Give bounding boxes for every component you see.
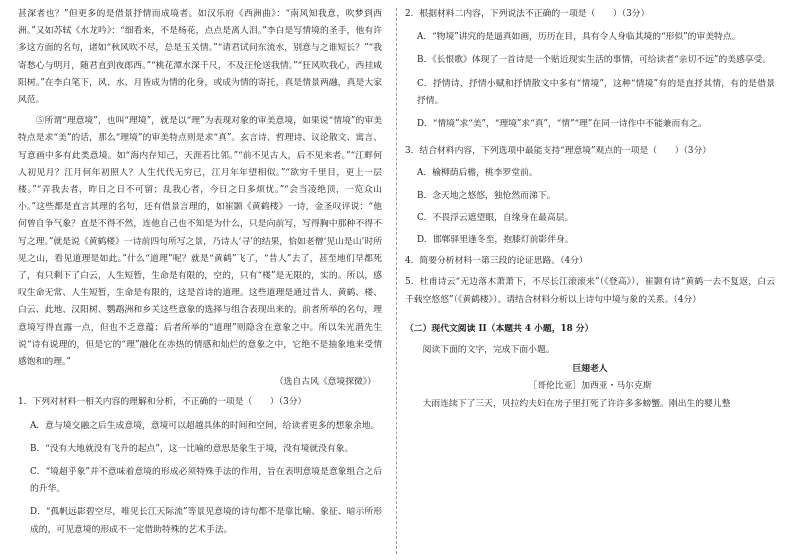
question-1: 1．下列对材料一相关内容的理解和分析，不正确的一项是（ ）（3分） [18,397,307,408]
left-column [18,6,382,539]
question-2-option-d: D．“情境”求“美”，“理境”求“真”，“情”“理”在同一诗作中不能兼而有之。 [417,119,707,130]
question-2-option-c: C．抒情诗、抒情小赋和抒情散文中多有“情境”，这种“情境”有的是直抒其情，有的是借景抒情。 [417,78,775,106]
question-1-option-a: A．意与境交融之后生成意境，意境可以超越具体的时间和空间，给读者更多的想象余地。 [30,420,380,431]
column-divider [396,8,397,554]
right-column [405,6,775,413]
question-3-option-c: C．不畏浮云遮望眼，自缘身在最高层。 [417,212,574,223]
question-4: 4．简要分析材料一第三段的论证思路。（4分） [405,256,588,267]
question-2-option-b: B．《长恨歌》体现了一首诗是一个贴近现实生活的事情，可给读者“亲切不远”的美感享受。 [417,55,772,66]
story-author: ［哥伦比亚］加西亚・马尔克斯 [528,381,652,392]
question-3: 3．结合材料内容，下列选项中最能支持“理意境”观点的一项是（ ）（3分） [405,146,712,157]
question-2-option-a: A．“物境”讲究的是逼真如画，历历在目，具有令人身临其境的“形似”的审美特点。 [417,32,741,43]
material-paragraph-5: ⑤所谓“理意境”，也叫“理境”，就是以“理”为表现对象的审美意境，如果说“情境”的审美特点是求“美”的话，那么“理境”的审美特点则是求“真”。玄言诗、哲理诗、议论散文、寓言、写意画中多有此类意境。如“海内存知己，天涯若比邻。”“前不见古人，后不见来者。”“江畔何人初见月？江月何年初照人？人生代代无穷已，江月年年望相似。”“欲穷千里目，更上一层楼。”“弄我去者，昨日之日不可留；乱我心者，今日之日多烦忧。”“会当凌绝顶，一览众山小。”这些都是直言其理的名句，还有借景言理的，如崔颢《黄鹤楼》一诗，金圣叹评说：“他何曾自争气象？直是不得不然，连他自己也不知是为什么，只是向前写，写得胸中那种不得不写之理。”就是说《黄鹤楼》一诗前四句所写之景，乃诗人‘寻’的结果，恰如老僧‘见山是山’时所见之山，看见道理是如此。”什么“道理”呢？就是“黄鹤”飞了，“昔人”去了，甚至地们早都死了，有只剩下了白云，人生短暂，生命是有限的，空的，只有“楼”是无限的，实的。所以，感叹生命无常、人生短暂，生命是有限的，这是首诗的道理。这些道理是通过昔人、黄鹤、楼、白云、此地、汉阳树、鹦鹉洲和乡关这些意象的选择与组合表现出来的。前者所举的名句，理意境写得直露一点，但也不乏意蕴；后者所举的“道理”则隐含在意象之中。所以朱光潜先生说“诗有说理的，但是它的“理”融化在赤热的情感和灿烂的意象之中，它绝不是抽象地来受情感饱和的理。” [18,116,382,368]
question-3-option-a: A．榆柳荫后檐，桃李罗堂前。 [417,168,538,179]
material-source: （选自古风《意境探微》） [274,377,376,388]
question-2: 2．根据材料二内容，下列说法不正确的一项是（ ）（3分） [405,9,650,19]
question-3-option-b: B．念天地之悠悠，独怆然而涕下。 [417,190,556,201]
section-2-heading: （二）现代文阅读 II（本题共 4 小题，18 分） [405,323,594,334]
question-3-option-d: D．邯郸驿里逢冬至，抱膝灯前影伴身。 [417,235,574,246]
material-paragraph-continued: 甚深者也？”但更多的是借景抒情而成境者。如汉乐府《西洲曲》：“南风知我意，吹梦到西洲。”又如苏轼《水龙吟》：“细看来，不是杨花，点点是离人泪。”李白是写情境的圣手，他有许多这方面的名句，诸如“秋风吹不尽，总是玉关情。”“请君试问东流水，别意与之谁短长？”“我寄愁心与明月，随君直到夜郎西。”“桃花潭水深千尺，不及汪伦送我情。”“狂风吹我心，西挂咸阳树。”在李白笔下，风、水、月皆成为情的化身，或成为情的寄托，真是情景两融，真是大家风范。 [18,9,382,106]
question-1-option-c: C．“境超乎象”并不意味着意境的形成必须特殊手法的作用，旨在表明意境是意象组合之后的升华。 [30,467,382,495]
section-2-instruction: 阅读下面的文字，完成下面小题。 [422,345,555,356]
question-5: 5．杜甫诗云“无边落木萧萧下，不尽长江滚滚来”（《登高》），崔颢有诗“黄鹤一去不复返，白云千载空悠悠”（《黄鹤楼》）。请结合材料分析以上诗句中境与象的关系。（4分） [405,277,775,305]
story-title: 巨翅老人 [572,364,608,375]
story-first-line: 大雨连续下了三天，贝拉约夫妇在房子里打死了许许多多螃蟹。刚出生的婴儿整 [422,398,731,409]
question-1-option-d: D．“孤帆远影碧空尽，唯见长江天际流”等景见意境的诗句都不是靠比喻、象征、暗示所形成的，可见意境的形成不一定借助特殊的艺术手法。 [30,507,382,535]
question-1-option-b: B．“没有大地就没有飞升的起点”，这一比喻的意思是象生于境，没有境就没有象。 [30,443,354,454]
